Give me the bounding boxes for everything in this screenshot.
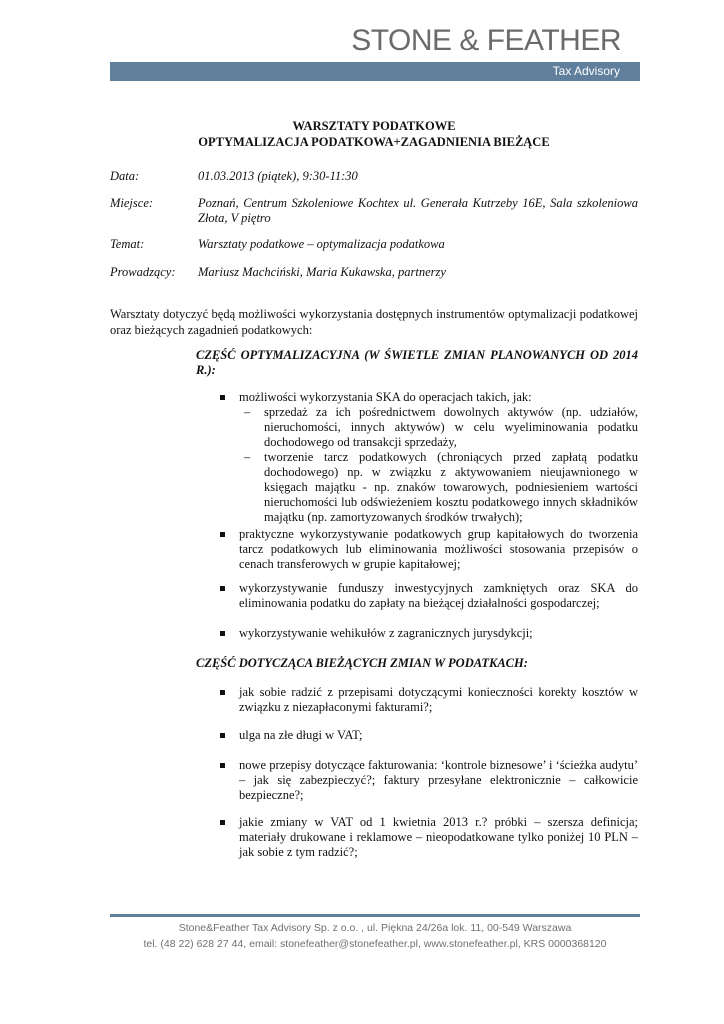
sub-list-item-text: sprzedaż za ich pośrednictwem dowolnych aktywów (np. udziałów, nieruchomości, innych aktywów) w celu wyeliminowania podatku dochodowego od transakcji sprzedaży, (264, 405, 638, 449)
meta-value: 01.03.2013 (piątek), 9:30-11:30 (198, 169, 358, 183)
meta-label: Prowadzący: (110, 265, 176, 279)
list-item (220, 626, 638, 641)
meta-value: Poznań, Centrum Szkoleniowe Kochtex ul. Generała Kutrzeby 16E, Sala szkoleniowa Złota, V piętro (198, 196, 638, 225)
list-item (220, 581, 638, 611)
sub-list-item (244, 405, 638, 450)
list-item-text: nowe przepisy dotyczące fakturowania: ‘kontrole biznesowe’ i ‘ścieżka audytu’ – jak się zabezpieczyć?; faktury przesyłane elektronicznie – całkowicie bezpieczne?; (239, 758, 638, 802)
dash-marker: – (244, 450, 251, 464)
list-item-text: wykorzystywanie wehikułów z zagranicznych jurysdykcji; (239, 626, 533, 640)
section-optimization-heading: CZĘŚĆ OPTYMALIZACYJNA (W ŚWIETLE ZMIAN PLANOWANYCH OD 2014 R.): (196, 348, 638, 377)
list-item-text: ulga na złe długi w VAT; (239, 728, 363, 742)
sub-list-item-text: tworzenie tarcz podatkowych (chroniących przed zapłatą podatku dochodowego) np. w związku z aktywowaniem nieujawnionego w księgach majątku - np. znaków towarowych, podniesieniem wartości nieruchomości lub odświeżeniem kosztu podatkowego innych składników majątku (np. zamortyzowanych środków trwałych); (264, 450, 638, 524)
bullet-marker (220, 733, 225, 738)
document-title-line1: WARSZTATY PODATKOWE (292, 119, 456, 133)
bullet-marker (220, 586, 225, 591)
dash-marker: – (244, 405, 251, 419)
bullet-marker (220, 631, 225, 636)
brand-bar (110, 62, 640, 81)
bullet-marker (220, 820, 225, 825)
bullet-marker (220, 532, 225, 537)
list-item-text: praktyczne wykorzystywanie podatkowych grup kapitałowych do tworzenia tarcz podatkowych lub eliminowania możliwości stosowania przepisów o cenach transferowych w grupie kapitałowej; (239, 527, 638, 571)
meta-label: Temat: (110, 237, 145, 251)
bullet-marker (220, 395, 225, 400)
list-item (220, 390, 638, 405)
sub-list-item (244, 450, 638, 525)
list-item-text: wykorzystywanie funduszy inwestycyjnych zamkniętych oraz SKA do eliminowania podatku do zapłaty na bieżącej działalności gospodarczej; (239, 581, 638, 610)
list-item-text: możliwości wykorzystania SKA do operacjach takich, jak: (239, 390, 532, 404)
meta-label: Miejsce: (110, 196, 154, 210)
brand-name: STONE & FEATHER (351, 24, 621, 57)
list-item-text: jak sobie radzić z przepisami dotyczącymi konieczności korekty kosztów w związku z niezapłaconymi fakturami?; (239, 685, 638, 714)
intro-paragraph: Warsztaty dotyczyć będą możliwości wykorzystania dostępnych instrumentów optymalizacji podatkowej oraz bieżących zagadnień podatkowych: (110, 307, 638, 337)
document-title-line2: OPTYMALIZACJA PODATKOWA+ZAGADNIENIA BIEŻĄCE (198, 135, 550, 149)
bullet-marker (220, 690, 225, 695)
list-item (220, 527, 638, 572)
section-current-changes-heading: CZĘŚĆ DOTYCZĄCA BIEŻĄCYCH ZMIAN W PODATKACH: (196, 656, 528, 670)
list-item-text: jakie zmiany w VAT od 1 kwietnia 2013 r.? próbki – szersza definicja; materiały drukowane i reklamowe – nieopodatkowane tylko poniżej 10 PLN – jak sobie z tym radzić?; (239, 815, 638, 859)
bullet-marker (220, 763, 225, 768)
meta-label: Data: (110, 169, 140, 183)
meta-value: Mariusz Machciński, Maria Kukawska, partnerzy (198, 265, 446, 279)
list-item (220, 815, 638, 860)
list-item (220, 685, 638, 715)
meta-value: Warsztaty podatkowe – optymalizacja podatkowa (198, 237, 445, 251)
footer-address: Stone&Feather Tax Advisory Sp. z o.o. , ul. Piękna 24/26a lok. 11, 00-549 Warszawa (178, 922, 572, 934)
footer-contact: tel. (48 22) 628 27 44, email: stonefeather@stonefeather.pl, www.stonefeather.pl, KRS 0000368120 (143, 938, 607, 950)
list-item (220, 728, 638, 743)
brand-tagline: Tax Advisory (552, 64, 620, 78)
footer-divider (110, 914, 640, 917)
list-item (220, 758, 638, 803)
